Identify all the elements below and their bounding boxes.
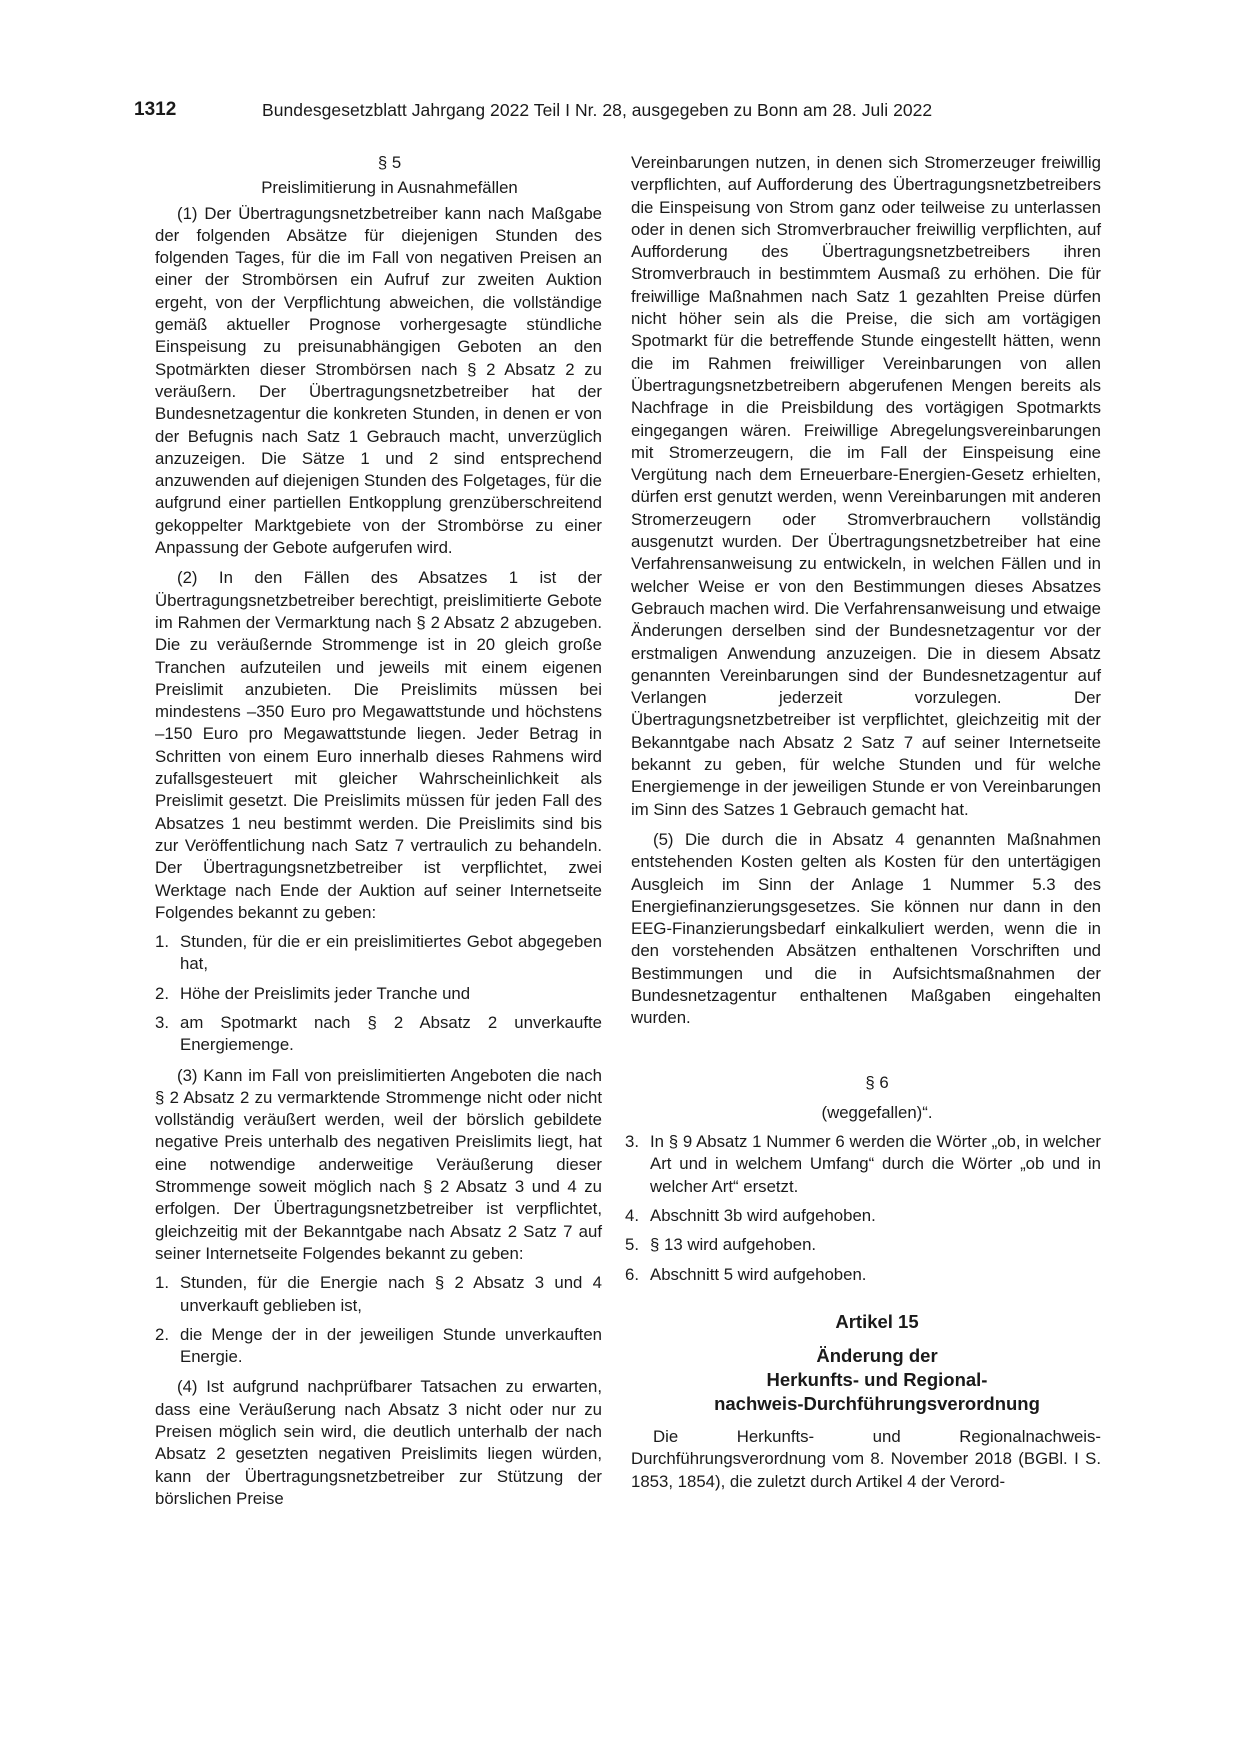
list-announcements	[155, 931, 602, 1056]
list-item: 1. Stunden, für die er ein preislimitiertes Gebot abgegeben hat,	[155, 932, 602, 974]
running-header: Bundesgesetzblatt Jahrgang 2022 Teil I Nr. 28, ausgegeben zu Bonn am 28. Juli 2022	[262, 100, 933, 120]
article-title-line-2: Herkunfts- und Regional-	[766, 1368, 988, 1390]
paragraph-3: (3) Kann im Fall von preislimitierten Angeboten die nach § 2 Absatz 2 zu vermarktende Strommenge nicht oder nicht vollständig veräußert werden, weil der börslich gebildete negative Preis unterhalb des negativen Preislimits liegt, hat eine notwendige anderweitige Veräußerung dieser Strommenge soweit möglich nach § 2 Absatz 3 und 4 zu erfolgen. Der Übertragungsnetzbetreiber ist verpflichtet, gleichzeitig mit der Bekanntgabe nach Absatz 2 Satz 7 auf seiner Internetseite Folgendes bekannt zu geben:	[155, 1065, 602, 1263]
article-heading: Artikel 15	[835, 1310, 919, 1332]
section-title: Preislimitierung in Ausnahmefällen	[261, 178, 518, 198]
article-title-line-3: nachweis-Durchführungsverordnung	[714, 1392, 1040, 1414]
right-column	[625, 152, 1101, 1493]
paragraph-5: (5) Die durch die in Absatz 4 genannten Maßnahmen entstehenden Kosten gelten als Kosten für den untertägigen Ausgleich im Sinn der Anlage 1 Nummer 5.3 des Energiefinanzierungsgesetzes. Sie können nur dann in den EEG-Finanzierungsbedarf einkalkuliert werden, wenn die in den vorstehenden Absätzen enthaltenen Vorschriften und Bestimmungen und die in Aufsichtsmaßnahmen der Bundesnetzagentur enthaltenen Maßgaben eingehalten wurden.	[631, 829, 1101, 1028]
paragraph-1: (1) Der Übertragungsnetzbetreiber kann nach Maßgabe der folgenden Absätze für diejenigen Stunden des folgenden Tages, für die im Fall von negativen Preisen an einer der Strombörsen ein Aufruf zur zweiten Auktion ergeht, von der Verpflichtung abweichen, die vollständige gemäß aktueller Prognose vorhergesagte stündliche Einspeisung zu preisunabhängigen Geboten an den Spotmärkten dieser Strombörsen nach § 2 Absatz 2 zu veräußern. Der Übertragungsnetzbetreiber hat der Bundesnetzagentur die konkreten Stunden, in denen er von der Befugnis nach Satz 1 Gebrauch macht, unverzüglich anzuzeigen. Die Sätze 1 und 2 sind entsprechend anzuwenden auf diejenigen Stunden des Folgetages, für die aufgrund einer partiellen Entkopplung grenzüberschreitend gekoppelter Marktgebiete von der Strombörse zu einer Anpassung der Gebote aufgerufen wird.	[155, 203, 602, 558]
section-6-number: § 6	[865, 1072, 889, 1092]
article-title-line-1: Änderung der	[816, 1344, 938, 1366]
paragraph-4: (4) Ist aufgrund nachprüfbarer Tatsachen zu erwarten, dass eine Veräußerung nach Absatz 3 nicht oder nur zu Preisen möglich sein wird, die deutlich unterhalb der nach Absatz 2 gesetzten negativen Preislimits liegen würden, kann der Übertragungsnetzbetreiber zur Stützung der börslichen Preise	[155, 1377, 602, 1508]
paragraph-4-continued: Vereinbarungen nutzen, in denen sich Stromerzeuger freiwillig verpflichten, auf Aufforderung des Übertragungsnetzbetreibers die Einspeisung von Strom ganz oder teilweise zu unterlassen oder in denen sich Stromverbraucher freiwillig verpflichten, auf Aufforderung des Übertragungsnetzbetreibers ihren Stromverbrauch in bestimmtem Ausmaß zu erhöhen. Die für freiwillige Maßnahmen nach Satz 1 gezahlten Preise dürfen nicht höher sein als die Preise, die sich am vortägigen Spotmarkt für die betreffende Stunde eingestellt hätten, wenn die im Rahmen freiwilliger Vereinbarungen von allen Übertragungsnetzbetreibern abgerufenen Mengen bereits als Nachfrage in die Preisbildung des vortägigen Spotmarkts eingegangen wären. Freiwillige Abregelungsvereinbarungen mit Stromerzeugern, die im Fall der Einspeisung eine Vergütung nach dem Erneuerbare-Energien-Gesetz erhielten, dürfen erst genutzt werden, wenn Vereinbarungen mit anderen Stromerzeugern oder Stromverbrauchern vollständig ausgenutzt wurden. Der Übertragungsnetzbetreiber hat eine Verfahrensanweisung zu entwickeln, in welchen Fällen und in welcher Weise er von den Bestimmungen dieses Absatzes Gebrauch machen wird. Die Verfahrensanweisung und etwaige Änderungen derselben sind der Bundesnetzagentur vor der erstmaligen Anwendung anzuzeigen. Die in diesem Absatz genannten Vereinbarungen sind der Bundesnetzagentur auf Verlangen jederzeit vorzulegen. Der Übertragungsnetzbetreiber ist verpflichtet, gleichzeitig mit der Bekanntgabe nach Absatz 2 Satz 7 auf seiner Internetseite bekannt zu geben, für welche Stunden und für welche Energiemenge in der jeweiligen Stunde er von Vereinbarungen im Sinn des Satzes 1 Gebrauch gemacht hat.	[631, 153, 1101, 819]
list-item: 2. die Menge der in der jeweiligen Stunde unverkauften Energie.	[155, 1324, 602, 1367]
list-item: 4. Abschnitt 3b wird aufgehoben.	[625, 1206, 876, 1226]
paragraph-2: (2) In den Fällen des Absatzes 1 ist der Übertragungsnetzbetreiber berechtigt, preislimitierte Gebote im Rahmen der Vermarktung nach § 2 Absatz 2 abzugeben. Die zu veräußernde Strommenge ist in 20 gleich große Tranchen aufzuteilen und jeweils mit einem eigenen Preislimit anzubieten. Die Preislimits müssen bei mindestens –350 Euro pro Megawattstunde und höchstens –150 Euro pro Megawattstunde liegen. Jeder Betrag in Schritten von einem Euro innerhalb dieses Rahmens wird zufallsgesteuert mit gleicher Wahrscheinlichkeit als Preislimit gesetzt. Die Preislimits müssen für jeden Fall des Absatzes 1 neu bestimmt werden. Die Preislimits sind bis zur Veröffentlichung nach Satz 7 vertraulich zu behandeln. Der Übertragungsnetzbetreiber ist verpflichtet, zwei Werktage nach Ende der Auktion auf seiner Internetseite Folgendes bekannt zu geben:	[155, 568, 602, 922]
list-item: 5. § 13 wird aufgehoben.	[625, 1235, 817, 1255]
left-column	[155, 152, 602, 1510]
section-number: § 5	[377, 153, 402, 172]
list-item: 1. Stunden, für die Energie nach § 2 Absatz 3 und 4 unverkauft geblieben ist,	[155, 1273, 602, 1315]
list-item: 3. am Spotmarkt nach § 2 Absatz 2 unverkaufte Energiemenge.	[155, 1012, 602, 1055]
article-intro: Die Herkunfts- und Regionalnachweis-Durchführungsverordnung vom 8. November 2018 (BGBl. I S. 1853, 1854), die zuletzt durch Artikel 4 der Verord-	[631, 1426, 1101, 1491]
section-6-title: (weggefallen)“.	[821, 1102, 933, 1122]
amendment-items	[625, 1131, 1101, 1286]
list-item: 2. Höhe der Preislimits jeder Tranche und	[155, 983, 471, 1003]
list-item: 6. Abschnitt 5 wird aufgehoben.	[625, 1264, 867, 1284]
page-number: 1312	[134, 99, 177, 120]
list-unsold	[155, 1272, 602, 1368]
list-item: 3. In § 9 Absatz 1 Nummer 6 werden die Wörter „ob, in welcher Art und in welchem Umfang“ durch die Wörter „ob und in welcher Art“ ersetzt.	[625, 1132, 1101, 1196]
